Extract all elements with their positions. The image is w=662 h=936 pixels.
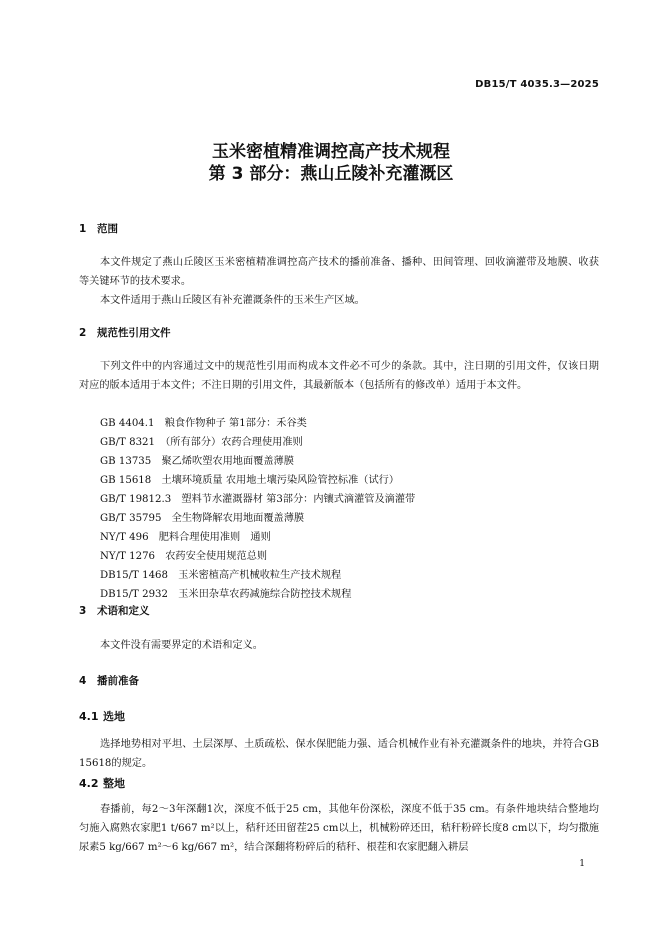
section-number: 4 bbox=[79, 675, 87, 687]
section-title: 范围 bbox=[97, 223, 118, 235]
reference-item: GB 15618 土壤环境质量 农用地土壤污染风险管控标准（试行） bbox=[100, 475, 400, 486]
section-1-paragraph-2: 本文件适用于燕山丘陵区有补充灌溉条件的玉米生产区域。 bbox=[100, 295, 365, 306]
subsection-4-2-paragraph: 春播前，每2～3年深翻1次，深度不低于25 cm，其他年份深松，深度不低于35 cm。有条件地块结合整地均匀施入腐熟农家肥1 t/667 m²以上，秸秆还田留茬25 cm以上，机械粉碎还田，秸秆粉碎长度8 cm以下，均匀撒施尿素5 kg/667 m²～6 kg/667 m²，结合深翻将粉碎后的秸秆、根茬和农家肥翻入耕层 bbox=[79, 804, 599, 853]
section-3-heading bbox=[79, 604, 150, 618]
document-subtitle: 第 3 部分：燕山丘陵补充灌溉区 bbox=[208, 164, 454, 184]
section-4-heading bbox=[79, 674, 139, 688]
section-1-heading bbox=[79, 222, 118, 236]
reference-item: NY/T 1276 农药安全使用规范总则 bbox=[100, 551, 268, 562]
subsection-number: 4.1 bbox=[79, 710, 99, 723]
reference-item: DB15/T 2932 玉米田杂草农药减施综合防控技术规程 bbox=[100, 589, 352, 600]
reference-item: GB/T 19812.3 塑料节水灌溉器材 第3部分：内镶式滴灌管及滴灌带 bbox=[100, 494, 416, 505]
subsection-number: 4.2 bbox=[79, 777, 99, 790]
section-title: 术语和定义 bbox=[97, 605, 150, 617]
subsection-4-2-heading bbox=[79, 777, 125, 791]
section-number: 2 bbox=[79, 327, 87, 339]
reference-item: NY/T 496 肥料合理使用准则 通则 bbox=[100, 532, 271, 543]
subsection-4-1-paragraph: 选择地势相对平坦、土层深厚、土质疏松、保水保肥能力强、适合机械作业有补充灌溉条件的地块，并符合GB 15618的规定。 bbox=[79, 739, 599, 769]
section-title: 规范性引用文件 bbox=[97, 327, 171, 339]
section-3-paragraph-1: 本文件没有需要界定的术语和定义。 bbox=[100, 640, 263, 651]
section-2-heading bbox=[79, 326, 171, 340]
document-code: DB15/T 4035.3—2025 bbox=[475, 79, 599, 90]
reference-item: GB 13735 聚乙烯吹塑农用地面覆盖薄膜 bbox=[100, 456, 294, 467]
section-2-paragraph-1: 下列文件中的内容通过文中的规范性引用而构成本文件必不可少的条款。其中，注日期的引用文件，仅该日期对应的版本适用于本文件；不注日期的引用文件，其最新版本（包括所有的修改单）适用于本文件。 bbox=[79, 361, 599, 391]
subsection-4-1-heading bbox=[79, 710, 125, 724]
reference-item: DB15/T 1468 玉米密植高产机械收粒生产技术规程 bbox=[100, 570, 342, 581]
section-number: 1 bbox=[79, 223, 87, 235]
reference-item: GB 4404.1 粮食作物种子 第1部分：禾谷类 bbox=[100, 418, 307, 429]
subsection-title: 整地 bbox=[103, 777, 125, 790]
section-title: 播前准备 bbox=[97, 675, 139, 687]
section-1-paragraph-1: 本文件规定了燕山丘陵区玉米密植精准调控高产技术的播前准备、播种、田间管理、回收滴灌带及地膜、收获等关键环节的技术要求。 bbox=[79, 257, 599, 287]
reference-item: GB/T 8321 （所有部分）农药合理使用准则 bbox=[100, 437, 303, 448]
subsection-title: 选地 bbox=[103, 710, 125, 723]
reference-item: GB/T 35795 全生物降解农用地面覆盖薄膜 bbox=[100, 513, 305, 524]
document-title: 玉米密植精准调控高产技术规程 bbox=[212, 142, 450, 162]
section-number: 3 bbox=[79, 605, 87, 617]
page-number: 1 bbox=[579, 859, 585, 869]
